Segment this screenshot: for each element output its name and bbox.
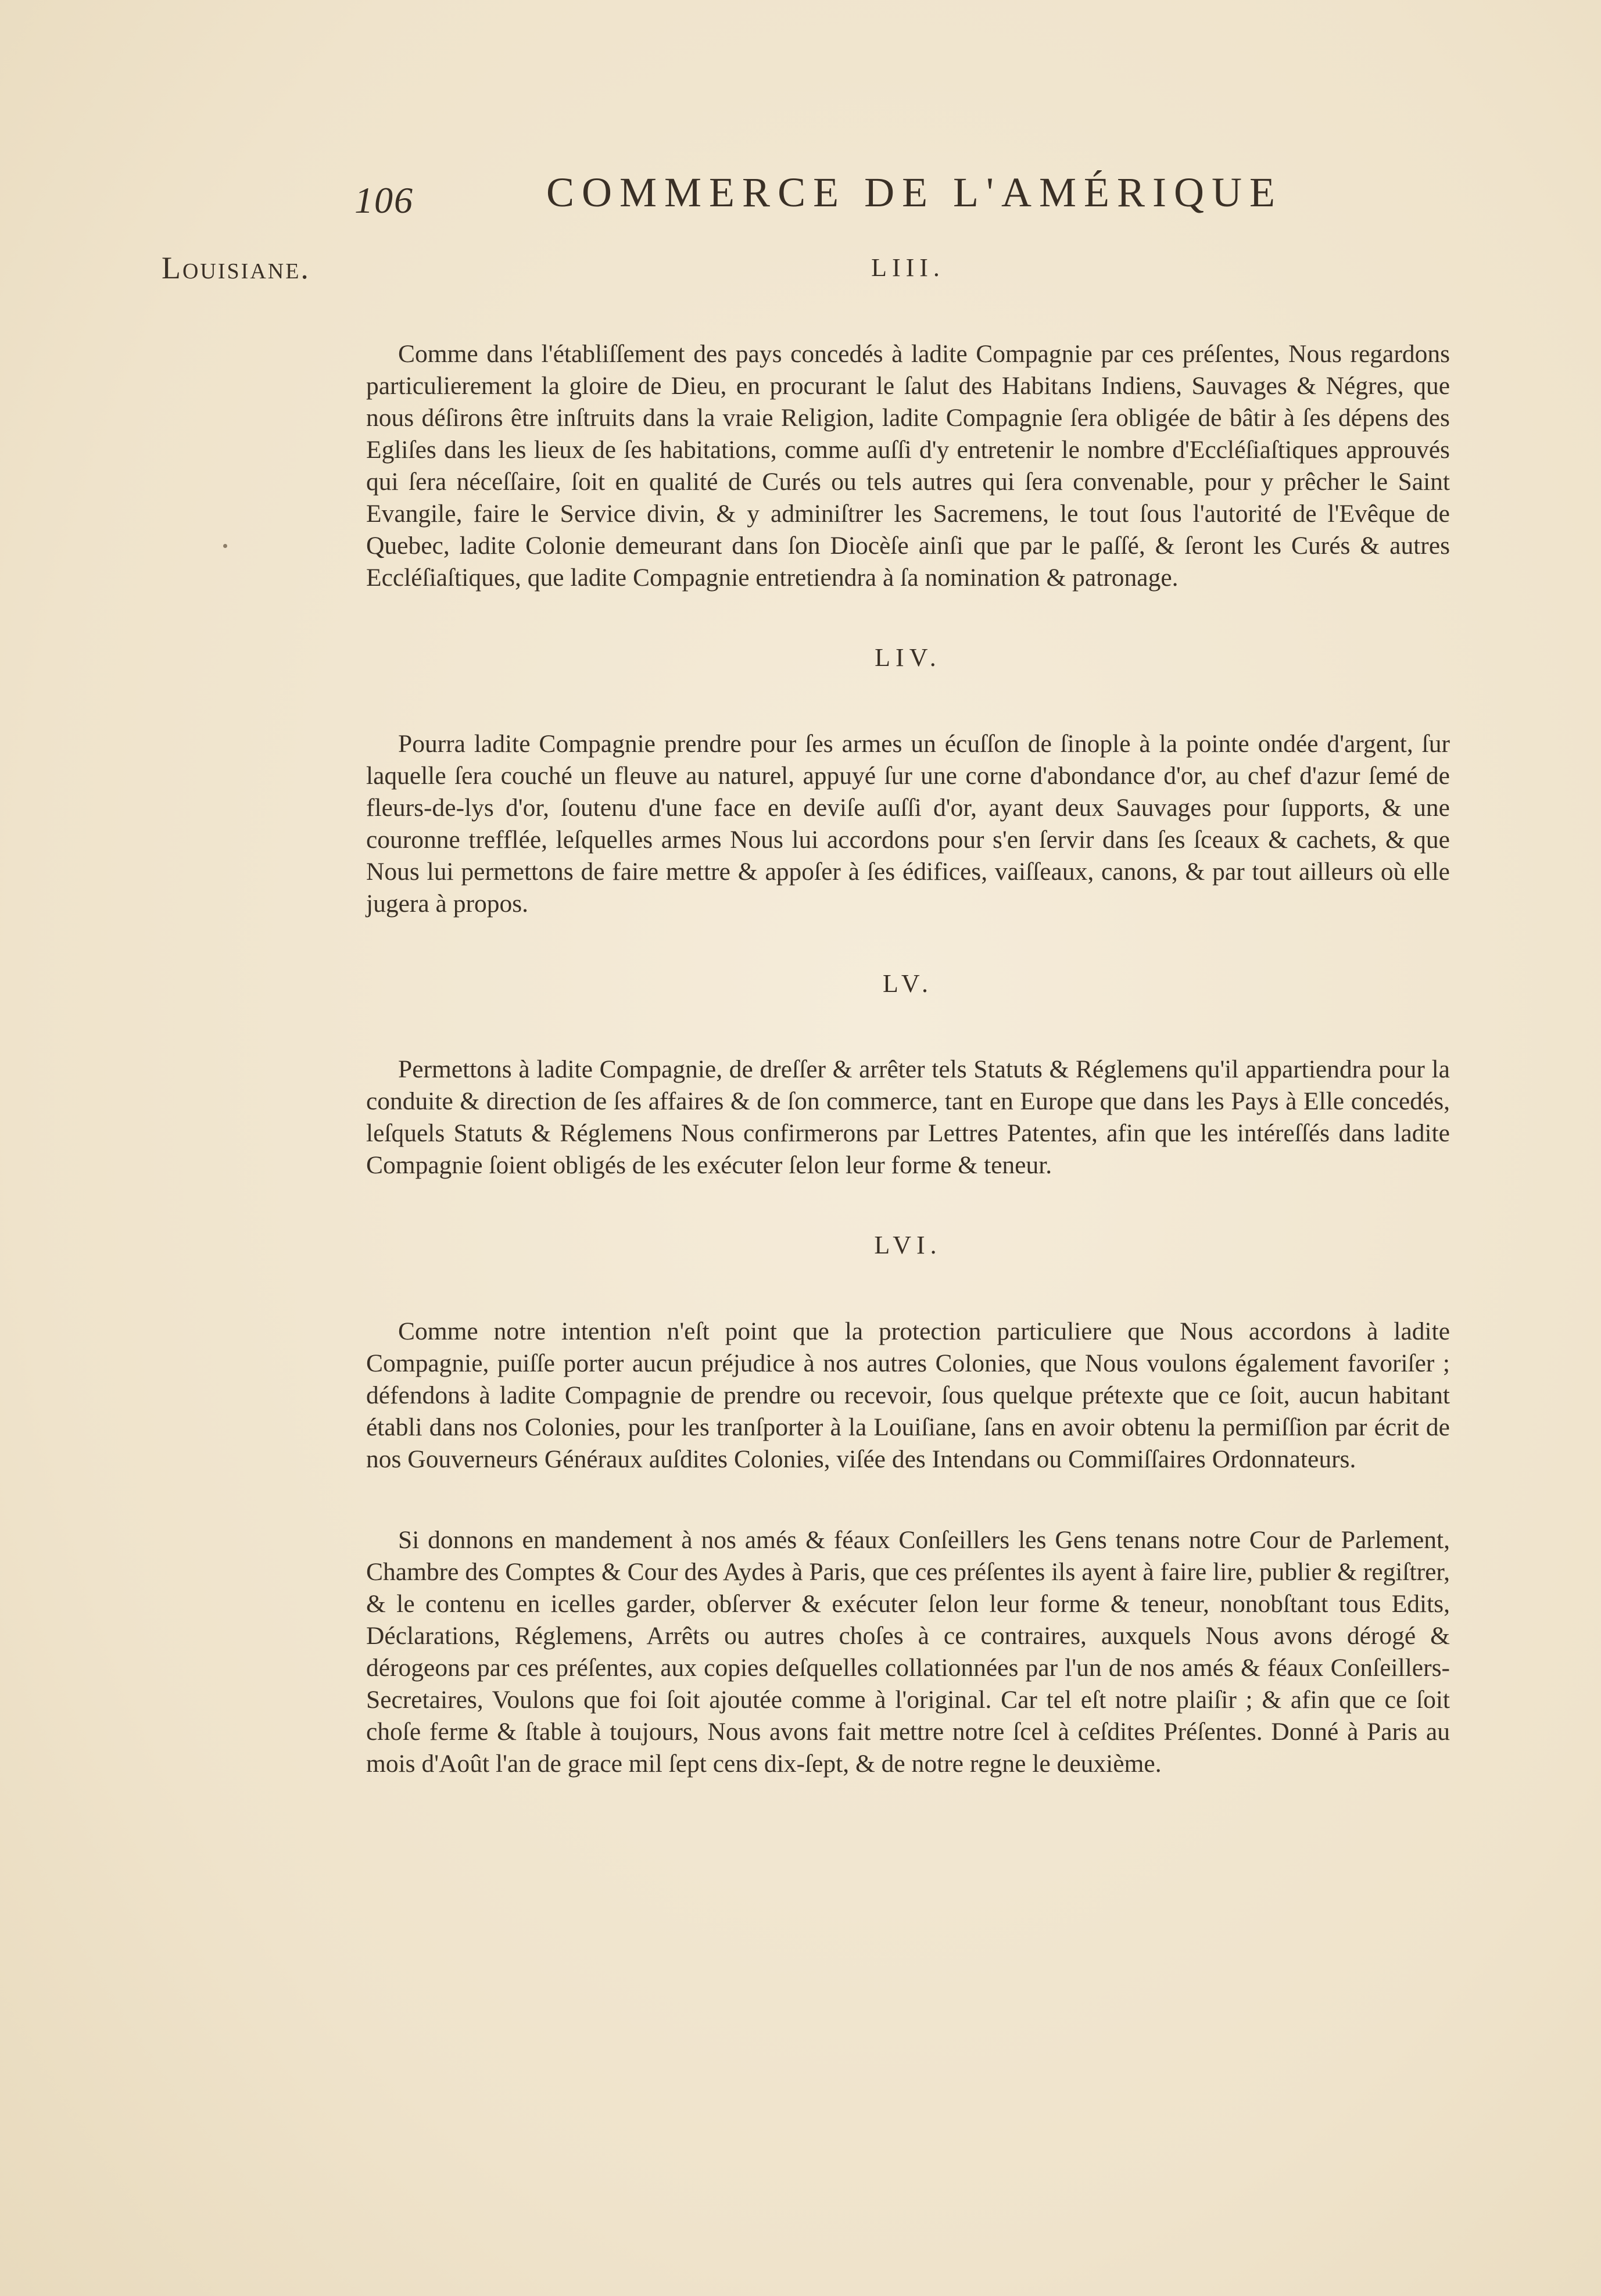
ink-speck <box>223 544 227 548</box>
article-heading: LIV. <box>875 643 941 672</box>
article-text: Pourra ladite Compagnie prendre pour ſes armes un écuſſon de ſinople à la pointe ondée d'argent, ſur laquelle ſera couché un fleuve au naturel, appuyé ſur une corne d'abondance d'or, au chef d'azur ſemé de fleurs-de-lys d'or, ſoutenu d'une face en deviſe auſſi d'or, ayant deux Sauvages pour ſupports, & une couronne trefflée, leſquelles armes Nous lui accordons pour s'en ſervir dans ſes ſceaux & cachets, & que Nous lui permettons de faire mettre & appoſer à ſes édifices, vaiſſeaux, canons, & par tout ailleurs où elle jugera à propos. <box>366 729 1450 918</box>
page-number: 106 <box>354 180 414 221</box>
article-heading: LV. <box>883 969 933 998</box>
article-56 <box>366 1230 1450 1475</box>
running-title: COMMERCE DE L'AMÉRIQUE <box>546 169 1283 216</box>
article-heading: LIII. <box>871 253 945 282</box>
article-54 <box>366 643 1450 920</box>
article-53 <box>366 253 1450 594</box>
article-text: Comme dans l'établiſſement des pays concedés à ladite Compagnie par ces préſentes, Nous regardons particulierement la gloire de Dieu, en procurant le ſalut des Habitans Indiens, Sauvages & Négres, que nous déſirons être inſtruits dans la vraie Religion, ladite Compagnie ſera obligée de bâtir à ſes dépens des Egliſes dans les lieux de ſes habitations, comme auſſi d'y entretenir le nombre d'Eccléſiaſtiques approuvés qui ſera néceſſaire, ſoit en qualité de Curés ou tels autres qui ſera convenable, pour y prêcher le Saint Evangile, faire le Service divin, & y adminiſtrer les Sacremens, le tout ſous l'autorité de l'Evêque de Quebec, ladite Colonie demeurant dans ſon Diocèſe ainſi que par le paſſé, & ſeront les Curés & autres Eccléſiaſtiques, que ladite Compagnie entretiendra à ſa nomination & patronage. <box>366 339 1450 592</box>
page-header <box>354 169 1342 232</box>
article-55 <box>366 969 1450 1182</box>
page-body <box>366 253 1450 1780</box>
article-heading: LVI. <box>874 1231 942 1260</box>
article-text: Comme notre intention n'eſt point que la protection particuliere que Nous accordons à ladite Compagnie, puiſſe porter aucun préjudice à nos autres Colonies, que Nous voulons également favoriſer ; défendons à ladite Compagnie de prendre ou recevoir, ſous quelque prétexte que ce ſoit, aucun habitant établi dans nos Colonies, pour les tranſporter à la Louiſiane, ſans en avoir obtenu la permiſſion par écrit de nos Gouverneurs Généraux auſdites Colonies, viſée des Intendans ou Commiſſaires Ordonnateurs. <box>366 1317 1450 1474</box>
article-text: Permettons à ladite Compagnie, de dreſſer & arrêter tels Statuts & Réglemens qu'il appartiendra pour la conduite & direction de ſes affaires & de ſon commerce, tant en Europe que dans les Pays à Elle concedés, leſquels Statuts & Réglemens Nous confirmerons par Lettres Patentes, afin que les intéreſſés dans ladite Compagnie ſoient obligés de les exécuter ſelon leur forme & teneur. <box>366 1055 1450 1180</box>
margin-note: Louisiane. <box>162 250 310 285</box>
closing-paragraph: Si donnons en mandement à nos amés & féaux Conſeillers les Gens tenans notre Cour de Parlement, Chambre des Comptes & Cour des Aydes à Paris, que ces préſentes ils ayent à faire lire, publier & regiſtrer, & le contenu en icelles garder, obſerver & exécuter ſelon leur forme & teneur, nonobſtant tous Edits, Déclarations, Réglemens, Arrêts ou autres choſes à ce contraires, auxquels Nous avons dérogé & dérogeons par ces préſentes, aux copies deſquelles collationnées par l'un de nos amés & féaux Conſeillers-Secretaires, Voulons que foi ſoit ajoutée comme à l'original. Car tel eſt notre plaiſir ; & afin que ce ſoit choſe ferme & ſtable à toujours, Nous avons fait mettre notre ſcel à ceſdites Préſentes. Donné à Paris au mois d'Août l'an de grace mil ſept cens dix-ſept, & de notre regne le deuxième. <box>366 1526 1450 1778</box>
